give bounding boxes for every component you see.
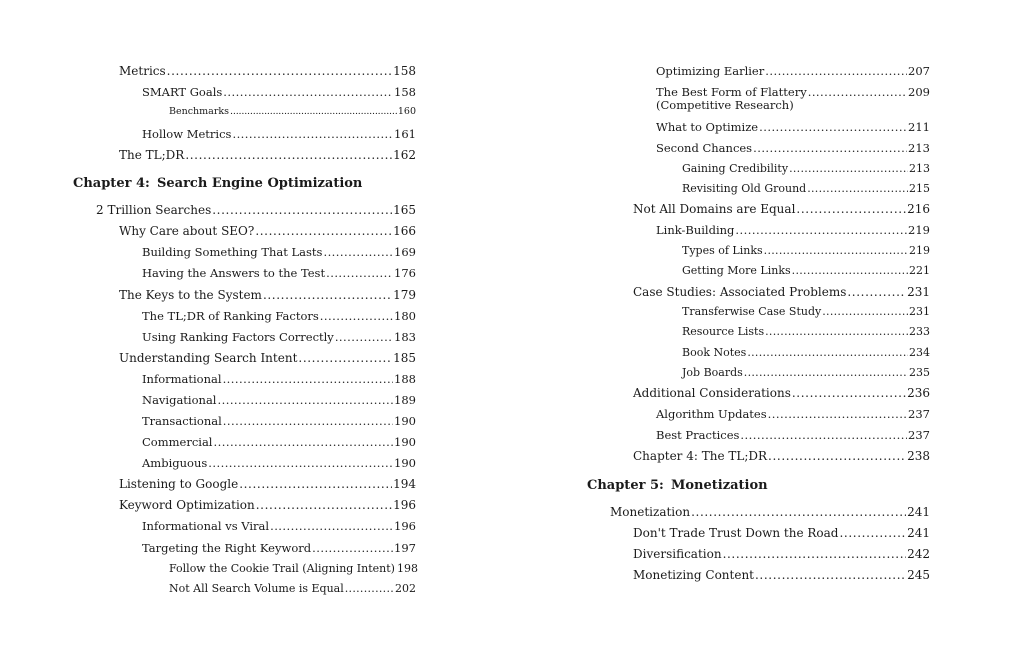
toc-page-number: 180 (394, 309, 416, 323)
toc-entry-title: Algorithm Updates (656, 407, 767, 421)
dot-leader (744, 366, 908, 379)
toc-entry-title: Informational vs Viral (142, 519, 270, 533)
toc-entry-title: Second Chances (656, 141, 753, 155)
chapter-title: Monetization (671, 478, 768, 493)
toc-entry-title: Monetization (610, 505, 691, 519)
dot-leader (255, 224, 392, 238)
toc-page-number: 194 (393, 477, 416, 491)
toc-page-number: 241 (907, 505, 930, 519)
toc-entry (633, 285, 930, 299)
toc-entry-title: Types of Links (682, 244, 763, 257)
dot-leader (167, 64, 392, 78)
toc-page-number: 188 (394, 372, 416, 386)
toc-entry (119, 224, 416, 238)
toc-entry-title: Using Ranking Factors Correctly (142, 330, 334, 344)
dot-leader (792, 386, 906, 400)
toc-entry (169, 106, 416, 117)
toc-entry (142, 127, 416, 141)
toc-page-number: 196 (394, 519, 416, 533)
dot-leader (768, 407, 907, 421)
dot-leader (232, 127, 393, 141)
toc-page-number: 219 (908, 223, 930, 237)
dot-leader (796, 202, 906, 216)
dot-leader (223, 372, 393, 386)
toc-page-number: 202 (395, 582, 416, 595)
toc-page-number: 245 (907, 568, 930, 582)
toc-entry (119, 498, 416, 512)
dot-leader (230, 106, 397, 117)
dot-leader (298, 351, 392, 365)
toc-page-number: 197 (394, 541, 416, 555)
toc-page-number: 216 (907, 202, 930, 216)
toc-entry (656, 407, 930, 421)
toc-entry (656, 86, 930, 112)
chapter-heading (73, 176, 362, 191)
toc-page-number: 189 (394, 393, 416, 407)
dot-leader (212, 203, 392, 217)
toc-entry-title: Revisiting Old Ground (682, 182, 807, 195)
toc-entry-title: Transactional (142, 414, 222, 428)
toc-page-number: 237 (908, 407, 930, 421)
toc-entry-title: Having the Answers to the Test (142, 266, 326, 280)
toc-page-number: 215 (909, 182, 930, 195)
toc-entry (142, 330, 416, 344)
dot-leader (223, 414, 393, 428)
chapter-heading (587, 478, 768, 493)
toc-entry (119, 351, 416, 365)
toc-page-number: 183 (394, 330, 416, 344)
toc-entry-title: Not All Search Volume is Equal (169, 582, 344, 595)
toc-page-number: 190 (394, 435, 416, 449)
toc-entry-title: Monetizing Content (633, 568, 754, 582)
toc-page-number: 160 (397, 106, 416, 117)
toc-entry-title: Chapter 4: The TL;DR (633, 449, 768, 463)
toc-entry-title: Commercial (142, 435, 213, 449)
toc-entry-title: Follow the Cookie Trail (Aligning Intent) (169, 562, 395, 575)
toc-entry (142, 309, 416, 323)
toc-entry (656, 120, 930, 134)
toc-entry (682, 346, 930, 359)
toc-entry-title: What to Optimize (656, 120, 759, 134)
toc-entry (633, 547, 930, 561)
toc-entry-title: Case Studies: Associated Problems (633, 285, 847, 299)
toc-entry (682, 325, 930, 338)
toc-entry (119, 64, 416, 78)
toc-entry (142, 456, 416, 470)
toc-page-number: 196 (393, 498, 416, 512)
toc-page-number: 231 (909, 305, 930, 318)
toc-page-number: 219 (909, 244, 930, 257)
toc-page-number: 169 (394, 245, 416, 259)
toc-page-number: 207 (908, 64, 930, 78)
toc-entry-title: The TL;DR (119, 148, 185, 162)
toc-page-number: 158 (393, 64, 416, 78)
toc-entry-title: Not All Domains are Equal (633, 202, 796, 216)
toc-entry (682, 264, 930, 277)
toc-page-number: 162 (393, 148, 416, 162)
toc-entry (656, 64, 930, 78)
chapter-number: Chapter 4: (73, 176, 150, 191)
toc-entry-title: Gaining Credibility (682, 162, 789, 175)
toc-page-number: 179 (393, 288, 416, 302)
dot-leader (753, 141, 907, 155)
toc-entry (682, 162, 930, 175)
toc-page-number: 237 (908, 428, 930, 442)
dot-leader (214, 435, 394, 449)
dot-leader (807, 182, 908, 195)
toc-page-number: 161 (394, 127, 416, 141)
toc-entry (633, 386, 930, 400)
toc-entry (633, 526, 930, 540)
toc-entry-title: Building Something That Lasts (142, 245, 323, 259)
toc-page-number: 241 (907, 526, 930, 540)
toc-entry-title: Targeting the Right Keyword (142, 541, 312, 555)
toc-entry-title: Ambiguous (142, 456, 208, 470)
toc-entry (142, 435, 416, 449)
toc-page-number: 221 (909, 264, 930, 277)
toc-entry-title: Navigational (142, 393, 217, 407)
dot-leader (270, 519, 393, 533)
dot-leader (840, 526, 907, 540)
toc-page-number: 190 (394, 456, 416, 470)
toc-entry (169, 562, 416, 575)
toc-entry-title: Listening to Google (119, 477, 239, 491)
toc-entry (96, 203, 416, 217)
toc-entry (682, 182, 930, 195)
toc-entry-title: The Keys to the System (119, 288, 262, 302)
toc-page-number: 198 (396, 562, 418, 575)
toc-page-number: 233 (909, 325, 930, 338)
toc-entry-title: Diversification (633, 547, 722, 561)
toc-entry (142, 372, 416, 386)
toc-entry (169, 582, 416, 595)
dot-leader (792, 264, 908, 277)
dot-leader (345, 582, 394, 595)
toc-entry-title: Informational (142, 372, 222, 386)
dot-leader (239, 477, 392, 491)
toc-entry-title: Metrics (119, 64, 166, 78)
toc-entry-title: Keyword Optimization (119, 498, 255, 512)
toc-page-number: 166 (393, 224, 416, 238)
dot-leader (765, 64, 907, 78)
dot-leader (312, 541, 393, 555)
dot-leader (735, 223, 907, 237)
dot-leader (335, 330, 393, 344)
toc-page-number: 242 (907, 547, 930, 561)
toc-entry (142, 414, 416, 428)
toc-entry-title (656, 86, 807, 112)
toc-entry-title: Book Notes (682, 346, 747, 359)
toc-entry-title: Benchmarks (169, 106, 230, 117)
toc-entry-title: The TL;DR of Ranking Factors (142, 309, 319, 323)
dot-leader (185, 148, 392, 162)
toc-entry-title: Getting More Links (682, 264, 791, 277)
toc-page-number: 235 (909, 366, 930, 379)
toc-entry-title: Best Practices (656, 428, 740, 442)
toc-entry-title-line1: The Best Form of Flattery (656, 85, 807, 99)
toc-page-number: 234 (909, 346, 930, 359)
dot-leader (740, 428, 907, 442)
dot-leader (223, 85, 393, 99)
dot-leader (789, 162, 908, 175)
toc-page-number: 236 (907, 386, 930, 400)
toc-entry-title: Don't Trade Trust Down the Road (633, 526, 839, 540)
toc-entry (682, 366, 930, 379)
toc-page-number: 213 (909, 162, 930, 175)
toc-entry (633, 568, 930, 582)
dot-leader (208, 456, 393, 470)
toc-entry-title: Job Boards (682, 366, 743, 379)
dot-leader (217, 393, 393, 407)
toc-entry-title: Transferwise Case Study (682, 305, 822, 318)
chapter-number: Chapter 5: (587, 478, 664, 493)
toc-page-number: 185 (393, 351, 416, 365)
toc-entry (656, 223, 930, 237)
dot-leader (320, 309, 393, 323)
toc-entry (119, 477, 416, 491)
toc-page-number: 190 (394, 414, 416, 428)
toc-entry (656, 428, 930, 442)
toc-entry (119, 148, 416, 162)
toc-page-number: 209 (908, 85, 930, 99)
toc-entry (610, 505, 930, 519)
toc-entry-title: SMART Goals (142, 85, 223, 99)
toc-entry (682, 305, 930, 318)
toc-entry (142, 245, 416, 259)
dot-leader (822, 305, 908, 318)
dot-leader (808, 86, 907, 99)
toc-entry-title: Understanding Search Intent (119, 351, 298, 365)
toc-entry (119, 288, 416, 302)
dot-leader (764, 244, 908, 257)
toc-entry (142, 541, 416, 555)
toc-page-number: 158 (394, 85, 416, 99)
toc-entry-title: 2 Trillion Searches (96, 203, 212, 217)
dot-leader (765, 325, 908, 338)
toc-entry (142, 266, 416, 280)
toc-entry-title: Optimizing Earlier (656, 64, 765, 78)
dot-leader (323, 245, 393, 259)
dot-leader (326, 266, 393, 280)
toc-page-number: 165 (393, 203, 416, 217)
dot-leader (256, 498, 392, 512)
dot-leader (768, 449, 906, 463)
dot-leader (759, 120, 907, 134)
dot-leader (747, 346, 908, 359)
toc-entry (682, 244, 930, 257)
toc-entry-title: Additional Considerations (633, 386, 791, 400)
toc-page-number: 176 (394, 266, 416, 280)
dot-leader (691, 505, 906, 519)
chapter-title: Search Engine Optimization (157, 176, 363, 191)
dot-leader (723, 547, 907, 561)
toc-entry-title: Why Care about SEO? (119, 224, 255, 238)
toc-page-number: 213 (908, 141, 930, 155)
toc-entry (633, 449, 930, 463)
toc-entry (633, 202, 930, 216)
dot-leader (847, 285, 906, 299)
toc-page-number: 238 (907, 449, 930, 463)
toc-entry-title: Hollow Metrics (142, 127, 232, 141)
toc-entry-title: Link-Building (656, 223, 735, 237)
toc-entry-title: Resource Lists (682, 325, 765, 338)
toc-entry (142, 85, 416, 99)
toc-entry-title-line2: (Competitive Research) (656, 98, 794, 112)
dot-leader (755, 568, 906, 582)
dot-leader (263, 288, 392, 302)
toc-page-number: 211 (908, 120, 930, 134)
toc-page-number: 231 (907, 285, 930, 299)
toc-entry (142, 519, 416, 533)
toc-entry (142, 393, 416, 407)
toc-entry (656, 141, 930, 155)
